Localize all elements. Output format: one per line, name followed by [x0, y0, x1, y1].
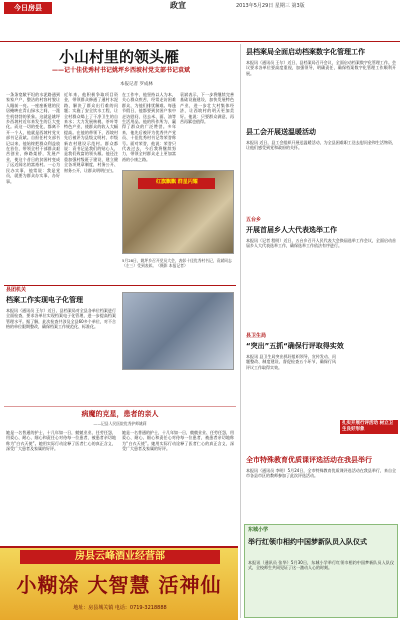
- ad-contact: 地址：房县城关镇 电话：0719-3218888: [73, 605, 167, 611]
- paper-logo: 今日房县: [4, 2, 52, 14]
- main-column-2: 近年来，他积极争取项目资金，带领群众修通了通村水泥路，解决了群众出行难的问题；实施了安全饮水工程，让全村群众喝上了干净卫生的自来水；大力发展核桃、茶叶等特色产业，使群众的收入大幅提高。在他的带领下，西坡村先后被评为县级文明村、市级新农村建设示范村。群众都说：袁书记是我们的贴心人，是我们致富的领头雁。他还注重加强村级班子建设，建立健全各项规章制度，村务公开、财务公开，让群众明明白白。: [64, 92, 118, 173]
- right-headline-6: 举行红领巾相约中国梦新队员入队仪式: [248, 538, 367, 546]
- main-column-3: 在工作中，他坚持以人为本，关心群众疾苦，经常走访困难群众，为他们排忧解难。每逢节假日，他都要到贫困户家中走访慰问，送去米、面、油等生活用品。他的所作所为，赢得了群众的广泛赞誉。多年来，他先后被评为优秀共产党员、十佳优秀村书记等荣誉称号。面对荣誉，他说：荣誉只代表过去，今后我将继续努力，带领全村群众走上更加富裕的小康之路。: [122, 92, 176, 162]
- archive-body: 本报讯（通讯员 王尔）近日，县档案局对全县各单位档案进行全面检查，要求各单位实现档案电子化管理，进一步提高档案管理水平。据了解，此次检查共涉及全县60多个单位，对不合格的单位限期整改，确保档案工作规范化、标准化。: [6, 308, 116, 330]
- right-headline-4: “突出”五抓“确保行评取得实效: [246, 342, 344, 350]
- award-photo: [122, 170, 234, 254]
- ad-header: 房县云峰酒业经营部: [20, 550, 220, 564]
- section-title: 政宣: [170, 1, 186, 10]
- divider: [4, 285, 236, 286]
- right-headline-5: 全市特殊教育优质课评选活动在我县举行: [246, 456, 372, 464]
- liquor-advertisement: [0, 546, 238, 620]
- lower-tag: 县团机关: [6, 287, 27, 293]
- main-subheadline: ——记十佳优秀村书记姚坪乡西坡村党支部书记袁斌: [51, 67, 190, 74]
- nurse-subheadline: ——记县人民医院优秀护师姚莉: [93, 421, 147, 426]
- column-divider: [240, 44, 241, 618]
- right-body-1: 本报讯（通讯员 王尔）近日，县档案局召开会议，全面启动档案数字化管理工作。会议要求各单位要高度重视，加强领导，明确责任，确保档案数字化管理工作顺利开展。: [246, 60, 396, 76]
- masthead: [0, 0, 400, 42]
- right-highlight: 扎实开展行评活动 树立卫生良好形象: [340, 420, 398, 434]
- right-tag-3: 五台乡: [246, 217, 262, 223]
- right-body-5: 本报讯（通讯员 李明）5月24日，全市特殊教育优质课评选活动在我县举行，来自全市各县市区的教师参加了此次评选活动。: [246, 468, 396, 479]
- right-tag-4: 县卫生局: [246, 333, 267, 339]
- main-column-4: 袁斌表示，下一步将继续完善基础设施建设，加快发展特色产业，进一步壮大村集体经济，让西坡村的明天更加美好。他说：只要群众满意，再苦再累也值得。: [180, 92, 234, 125]
- right-body-2: 本报讯 近日，县工会组织开展送温暖活动，为全县困难职工送去慰问金和生活物资，让他们感受到党和政府的关怀。: [246, 140, 396, 151]
- archive-headline: 档案工作实现电子化管理: [6, 296, 83, 304]
- right-headline-2: 县工会开展送温暖活动: [246, 128, 316, 136]
- main-column-1: 一条条宽敞平坦的水泥路通到家家户户，整洁的村容村貌让人眼前一亮。一座座新建的民居掩映在青山绿水之间，一派生机勃勃的景象。这就是姚坪乡西坡村近年来发生的巨大变化。而这一切的变化，都离不开一个人，他就是西坡村党支部书记袁斌。自担任村支部书记以来，他始终把群众利益放在首位，带领全村干部群众艰苦创业，修路架桥，发展产业，使这个昔日的贫困村变成了远近闻名的富裕村。一心为民办实事，他常说：我是党员，就要为群众办实事、办好事。: [6, 92, 60, 184]
- nurse-body-left: 她是一名普通的护士，十几年如一日，兢兢业业、任劳任怨，用爱心、耐心、细心和责任心对待每一位患者，被患者亲切地称为“白衣天使”。她用实际行动诠释了医者仁心的真正含义，深受广大患者及家属的好评。: [6, 430, 116, 452]
- main-headline: 小山村里的领头雁: [58, 48, 179, 66]
- nurse-body-right: 她是一名普通的护士，十几年如一日，兢兢业业、任劳任怨，用爱心、耐心、细心和责任心对待每一位患者，被患者亲切地称为“白衣天使”。她用实际行动诠释了医者仁心的真正含义，深受广大患者及家属的好评。: [122, 430, 234, 452]
- nurse-headline: 病魔的克星，患者的亲人: [81, 410, 159, 418]
- photo-banner: 红旗飘飘 群星闪耀: [138, 178, 215, 189]
- right-body-3: 本报讯（记者 程明）近日，五台乡召开人民代表大会换届选举工作会议，全面启动首届乡人大代表选举工作，确保选举工作依法有序进行。: [246, 238, 396, 249]
- right-tag-6: 东城小学: [248, 527, 269, 533]
- hospital-photo: [122, 292, 234, 370]
- right-body-6: 本报讯（通讯员 张华）5月30日，东城小学举行红领巾相约中国梦新队员入队仪式，全校师生共同见证了这一激动人心的时刻。: [248, 560, 394, 571]
- right-headline-1: 县档案局全面启动档案数字化管理工作: [246, 48, 365, 56]
- photo-caption: 5月28日，姚坪乡召开党员大会，表彰十佳优秀村书记，袁斌同志（左三）受到表彰。（摄影 本报记者）: [122, 258, 232, 268]
- ad-slogan: 小糊涂 大智慧 活神仙: [16, 573, 222, 597]
- right-body-4: 本报讯 县卫生局突出抓好组织领导、宣传发动、问题整改、制度建设、督促检查五个环节，确保行风评议工作取得实效。: [246, 354, 336, 370]
- issue-date: 2013年5月29日 星期三 第3版: [236, 3, 305, 9]
- main-byline: 本报记者 罗成林: [120, 82, 153, 87]
- right-headline-3: 开展首届乡人大代表选举工作: [246, 226, 337, 234]
- divider: [4, 406, 236, 407]
